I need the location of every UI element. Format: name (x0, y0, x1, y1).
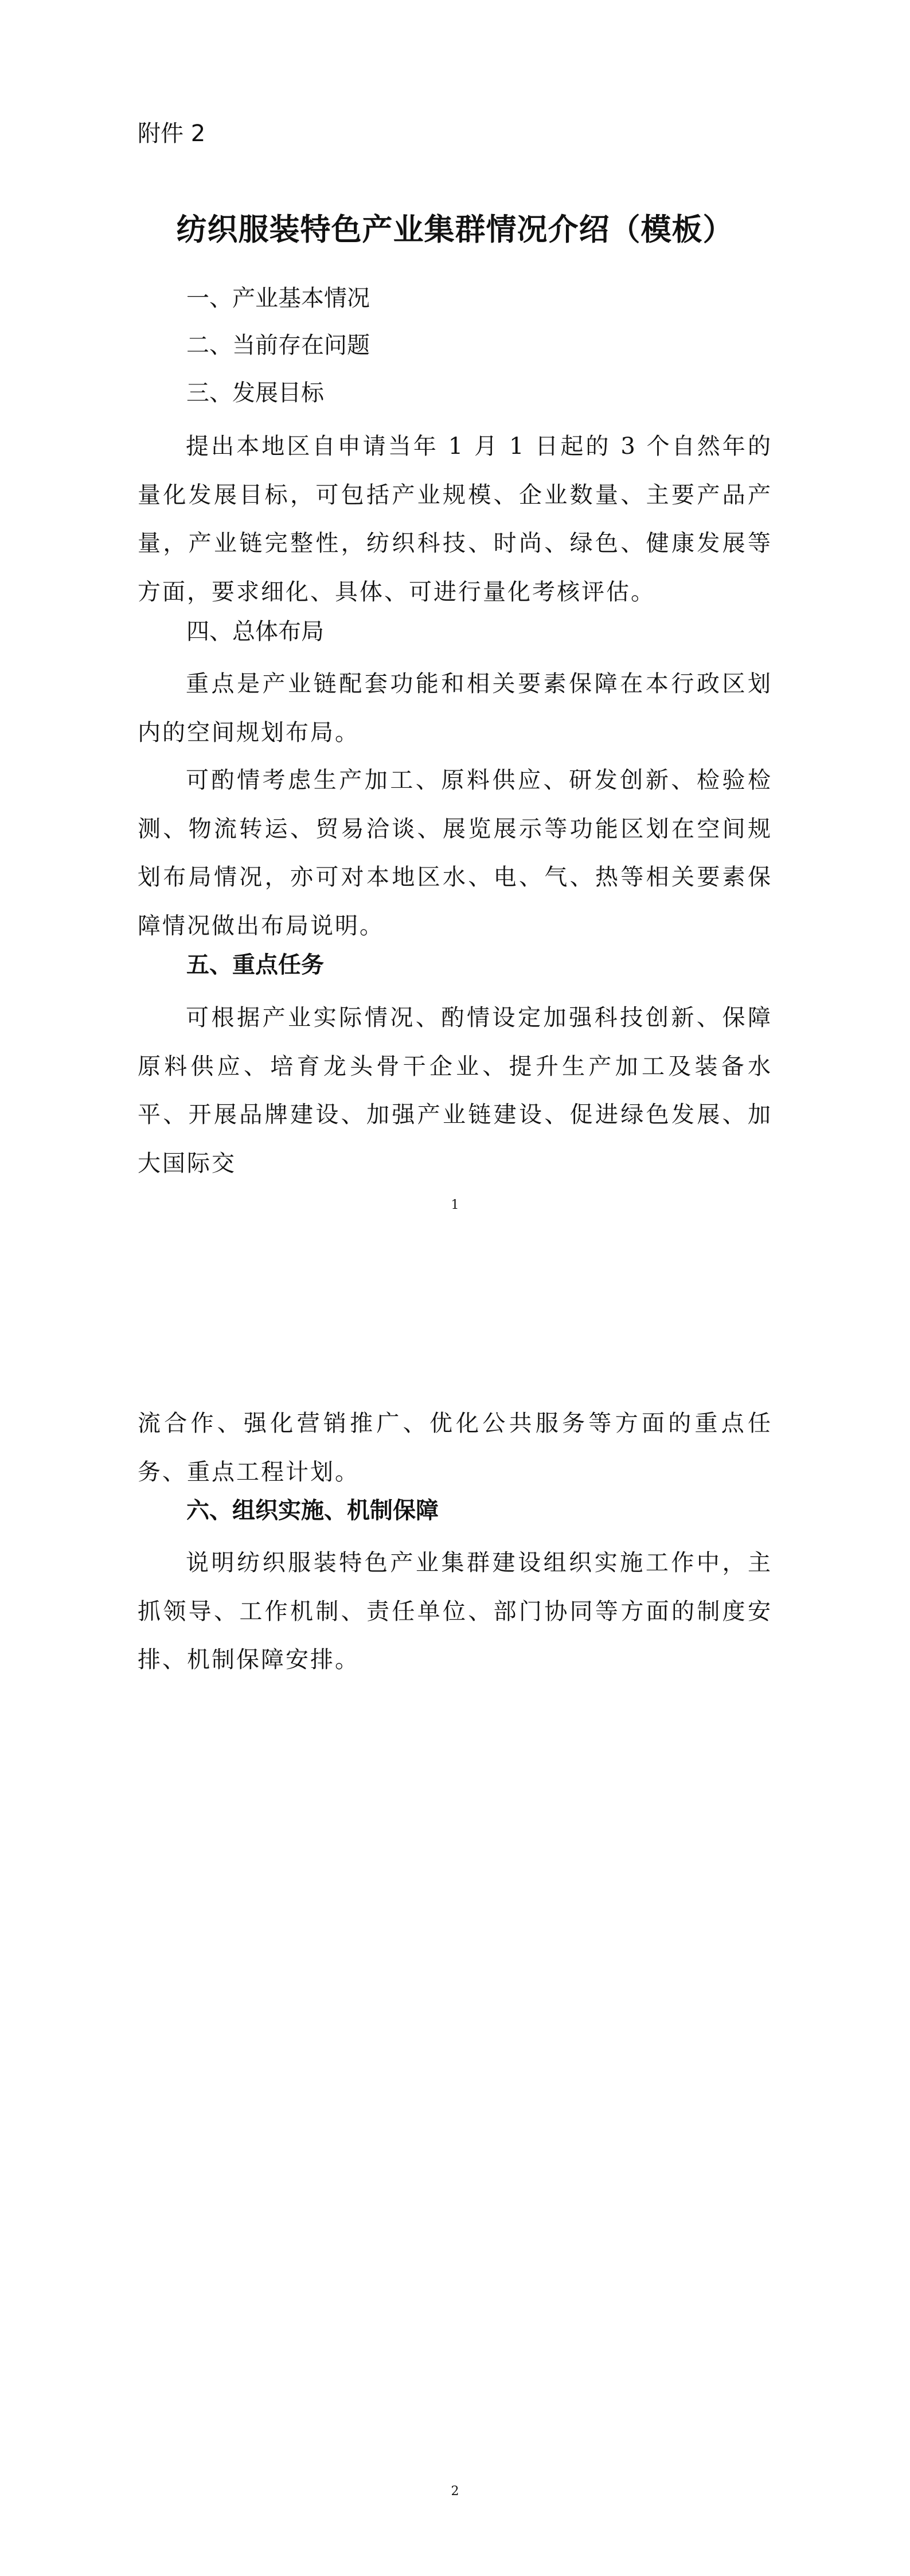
section-heading-basic-info: 一、产业基本情况 (186, 285, 370, 312)
paragraph-key-tasks-continued: 流合作、强化营销推广、优化公共服务等方面的重点任务、重点工程计划。 (138, 1410, 772, 1485)
paragraph-layout-focus: 重点是产业链配套功能和相关要素保障在本行政区划内的空间规划布局。 (138, 671, 772, 746)
section-heading-implementation: 六、组织实施、机制保障 (186, 1497, 439, 1524)
document-title: 纺织服装特色产业集群情况介绍（模板） (176, 212, 734, 247)
section-heading-development-goals: 三、发展目标 (186, 380, 324, 406)
document-page-2 (0, 1288, 910, 2576)
paragraph-development-goals: 提出本地区自申请当年 1 月 1 日起的 3 个自然年的量化发展目标，可包括产业规模、企业数量、主要产品产量，产业链完整性，纺织科技、时尚、绿色、健康发展等方面，要求细化、具体、可进行量化考核评估。 (138, 433, 772, 605)
section-heading-key-tasks: 五、重点任务 (186, 952, 324, 978)
section-heading-overall-layout: 四、总体布局 (186, 618, 324, 645)
paragraph-layout-details: 可酌情考虑生产加工、原料供应、研发创新、检验检测、物流转运、贸易洽谈、展览展示等功能区划在空间规划布局情况，亦可对本地区水、电、气、热等相关要素保障情况做出布局说明。 (138, 767, 772, 939)
page-number: 2 (451, 2484, 459, 2499)
paragraph-key-tasks: 可根据产业实际情况、酌情设定加强科技创新、保障原料供应、培育龙头骨干企业、提升生产加工及装备水平、开展品牌建设、加强产业链建设、促进绿色发展、加大国际交 (138, 1005, 772, 1177)
paragraph-implementation: 说明纺织服装特色产业集群建设组织实施工作中，主抓领导、工作机制、责任单位、部门协同等方面的制度安排、机制保障安排。 (138, 1550, 772, 1673)
section-heading-current-problems: 二、当前存在问题 (186, 332, 370, 359)
attachment-label: 附件 2 (138, 120, 206, 147)
page-number: 1 (451, 1198, 459, 1212)
